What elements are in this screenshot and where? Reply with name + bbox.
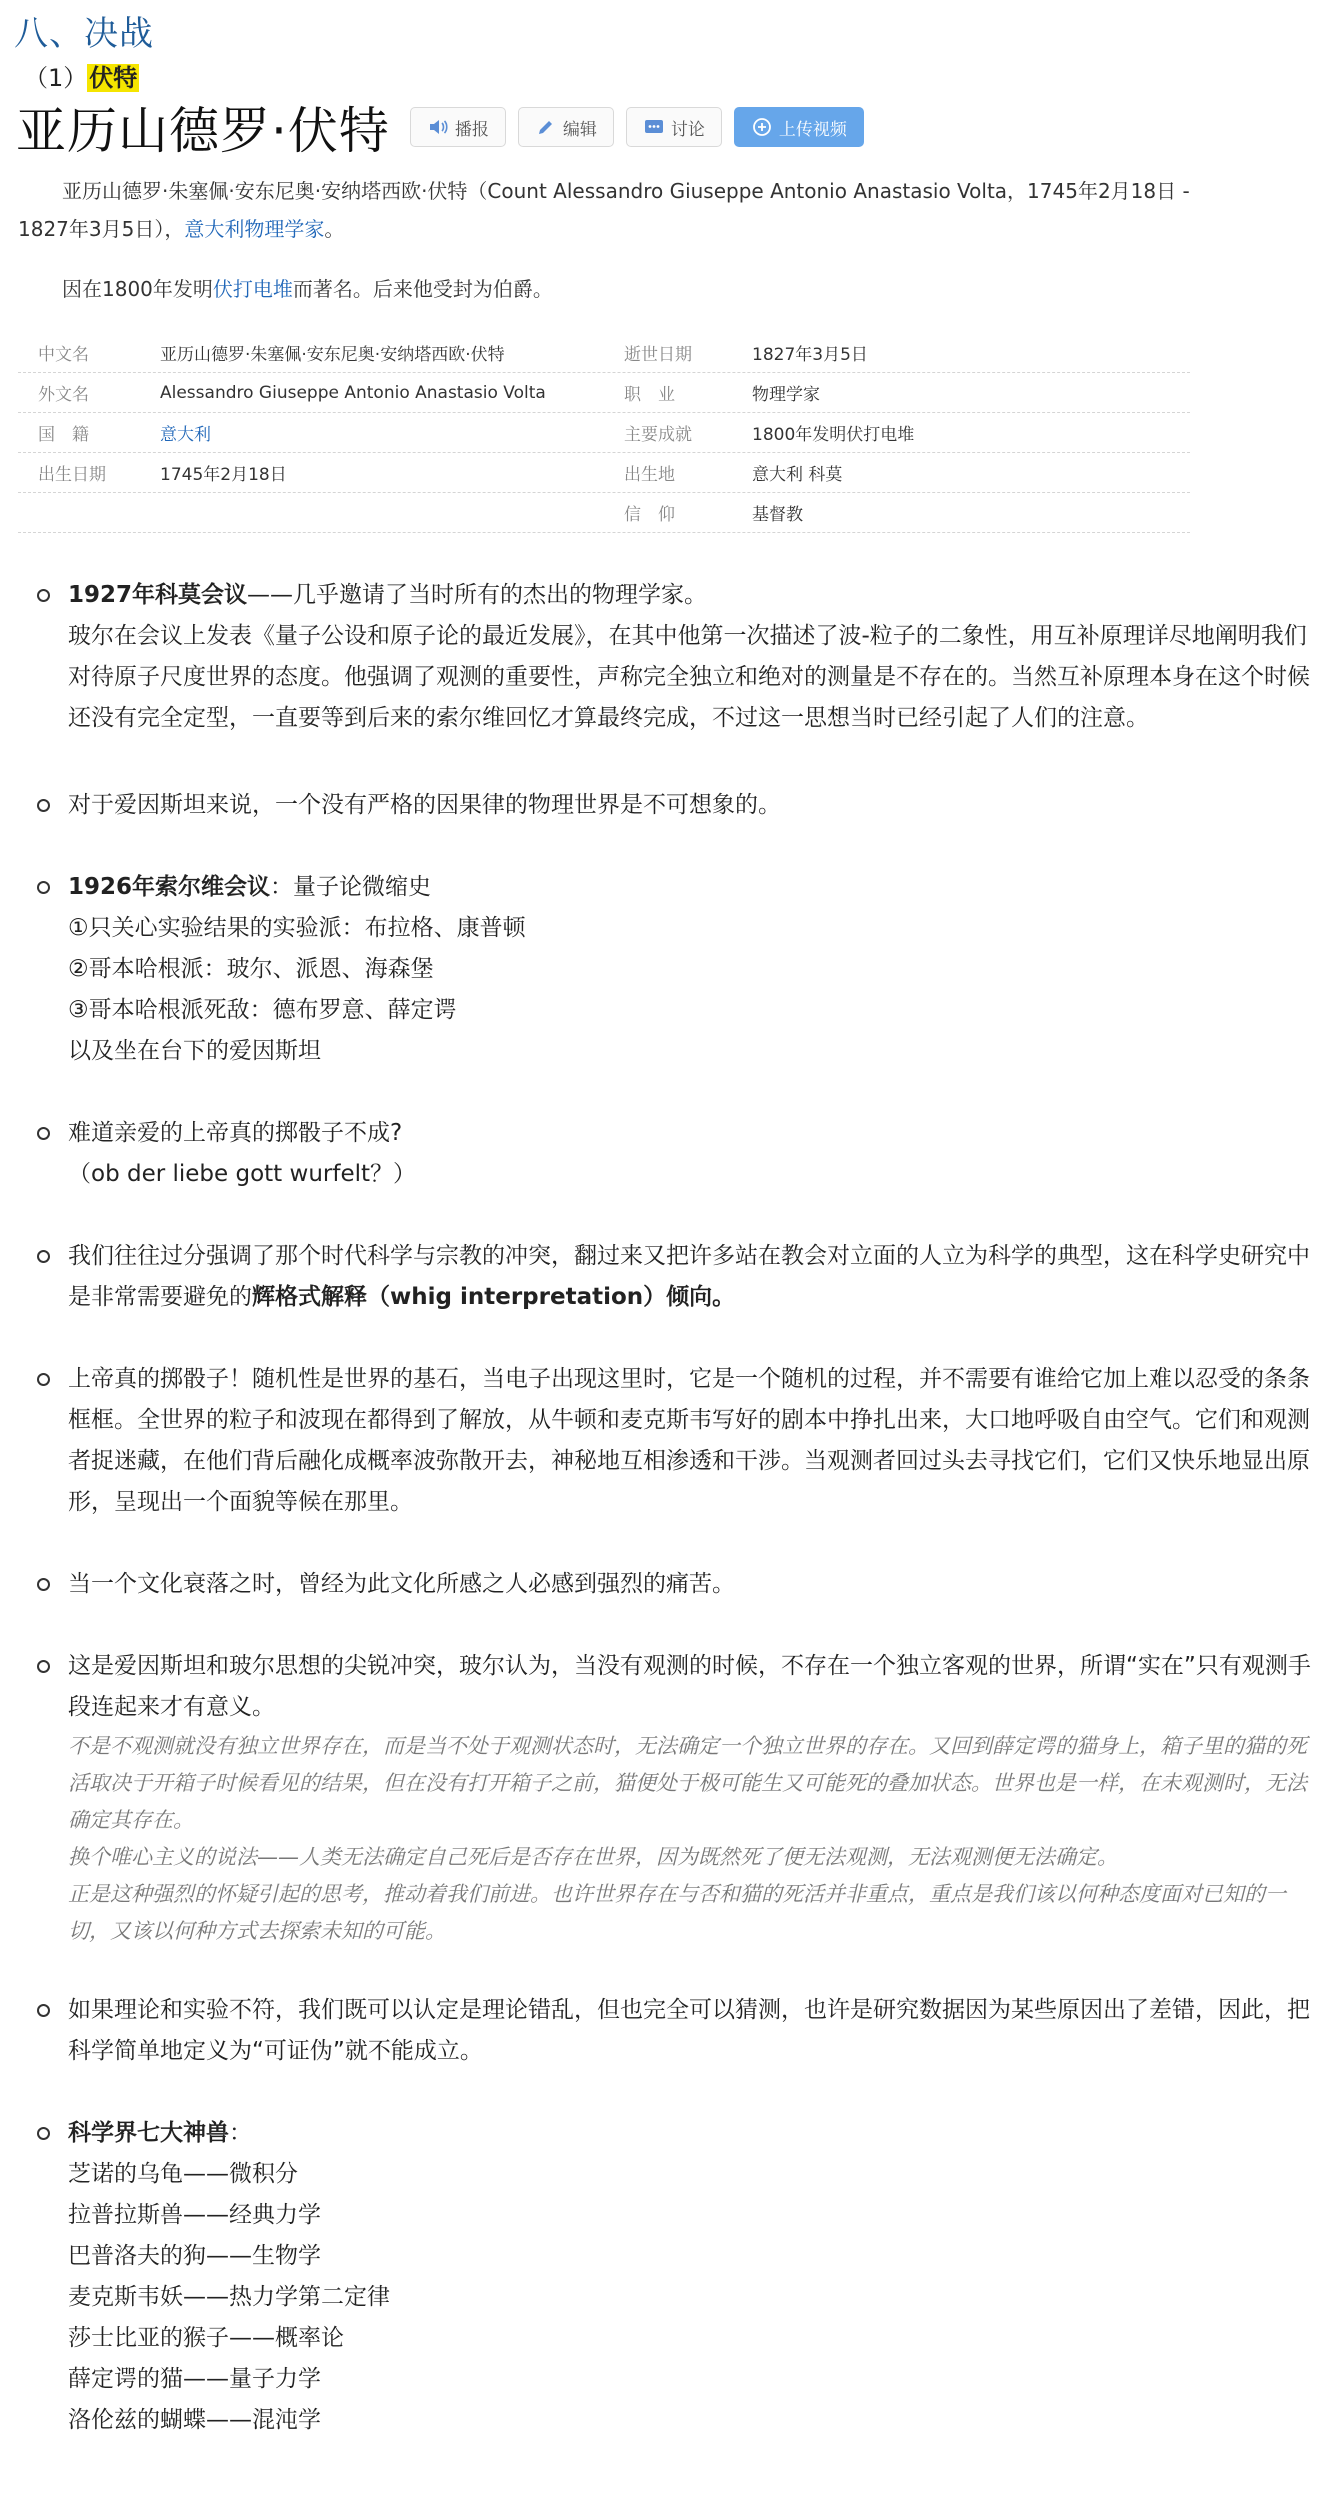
list-item: [68, 2113, 1318, 2441]
page-title: 亚历山德罗·伏特: [16, 102, 390, 160]
list-item: [68, 1113, 1318, 1195]
play-button-label: 播报: [454, 119, 489, 140]
note-italic: 正是这种强烈的怀疑引起的思考，推动着我们前进。也许世界存在与否和猫的死活并非重点，重点是我们该以何种态度面对已知的一切，又该以何种方式去探索未知的可能。: [68, 1882, 1286, 1943]
pencil-icon: [535, 116, 557, 138]
note-bold: 科学界七大神兽: [68, 2120, 229, 2146]
info-row: [18, 453, 1190, 493]
upload-video-button[interactable]: [734, 107, 864, 147]
note-text: ——几乎邀请了当时所有的杰出的物理学家。: [247, 582, 708, 608]
note-line: 薛定谔的猫——量子力学: [68, 2366, 321, 2392]
info-key: 中文名: [38, 345, 89, 365]
list-item: [68, 1564, 1318, 1605]
bullet-icon: [37, 1373, 50, 1386]
info-key: 逝世日期: [624, 345, 692, 365]
bullet-icon: [37, 1127, 50, 1140]
info-value: 1800年发明伏打电堆: [752, 425, 915, 445]
info-key: 主要成就: [624, 425, 692, 445]
speaker-icon: [427, 116, 449, 138]
note-text: （ob der liebe gott wurfelt？）: [68, 1161, 417, 1187]
list-item: [68, 1646, 1318, 1950]
note-bold: 辉格式解释（whig interpretation）倾向。: [252, 1284, 736, 1310]
intro-text-end: 。: [324, 217, 345, 241]
intro-text-post: 而著名。后来他受封为伯爵。: [292, 277, 553, 301]
note-line: 洛伦兹的蝴蝶——混沌学: [68, 2407, 321, 2433]
italian-physicist-link[interactable]: 意大利物理学家: [184, 217, 325, 241]
note-body: 玻尔在会议上发表《量子公设和原子论的最近发展》，在其中他第一次描述了波-粒子的二象性，用互补原理详尽地阐明我们对待原子尺度世界的态度。他强调了观测的重要性，声称完全独立和绝对的测量是不存在的。当然互补原理本身在这个时候还没有完全定型，一直要等到后来的索尔维回忆才算最终完成，不过这一思想当时已经引起了人们的注意。: [68, 623, 1310, 731]
info-value: 1745年2月18日: [160, 465, 287, 485]
info-key: 国 籍: [38, 425, 89, 445]
info-table: [18, 333, 1190, 533]
section-heading: 八、决战: [14, 14, 154, 54]
upload-video-button-label: 上传视频: [778, 119, 847, 140]
note-text: 上帝真的掷骰子！随机性是世界的基石，当电子出现这里时，它是一个随机的过程，并不需要有谁给它加上难以忍受的条条框框。全世界的粒子和波现在都得到了解放，从牛顿和麦克斯韦写好的剧本中挣扎出来，大口地呼吸自由空气。它们和观测者捉迷藏，在他们背后融化成概率波弥散开去，神秘地互相渗透和干涉。当观测者回过头去寻找它们，它们又快乐地显出原形，呈现出一个面貌等候在那里。: [68, 1366, 1310, 1515]
subsection-highlight: 伏特: [89, 64, 138, 92]
info-value: Alessandro Giuseppe Antonio Anastasio Volta: [160, 382, 546, 403]
info-key: 信 仰: [624, 505, 675, 525]
bullet-icon: [37, 2004, 50, 2017]
note-text: 当一个文化衰落之时，曾经为此文化所感之人必感到强烈的痛苦。: [68, 1571, 735, 1597]
info-value: 1827年3月5日: [752, 345, 868, 365]
note-text: 如果理论和实验不符，我们既可以认定是理论错乱，但也完全可以猜测，也许是研究数据因为某些原因出了差错，因此，把科学简单地定义为“可证伪”就不能成立。: [68, 1997, 1310, 2064]
info-value: 基督教: [752, 505, 803, 525]
list-item: [68, 575, 1318, 739]
voltaic-pile-link[interactable]: 伏打电堆: [212, 277, 293, 301]
info-row: [18, 413, 1190, 453]
intro-text: 亚历山德罗·朱塞佩·安东尼奥·安纳塔西欧·伏特（Count Alessandro Giuseppe Antonio Anastasio Volta，1745年2月18日 - 1827年3月5日），: [18, 179, 1190, 241]
info-key: 外文名: [38, 385, 89, 405]
plus-circle-icon: [751, 116, 773, 138]
info-value: [160, 420, 610, 445]
note-text: ：量子论微缩史: [270, 874, 432, 900]
italy-link[interactable]: 意大利: [160, 425, 211, 445]
info-row: [18, 373, 1190, 413]
intro-text-pre: 因在1800年发明: [62, 277, 213, 301]
bullet-icon: [37, 881, 50, 894]
note-italic: 不是不观测就没有独立世界存在，而是当不处于观测状态时，无法确定一个独立世界的存在。又回到薛定谔的猫身上，箱子里的猫的死活取决于开箱子时候看见的结果，但在没有打开箱子之前，猫便处于极可能生又可能死的叠加状态。世界也是一样，在未观测时，无法确定其存在。: [68, 1734, 1307, 1832]
subsection-prefix: （1）: [24, 64, 88, 92]
note-text: 这是爱因斯坦和玻尔思想的尖锐冲突，玻尔认为，当没有观测的时候，不存在一个独立客观的世界，所谓“实在”只有观测手段连起来才有意义。: [68, 1653, 1311, 1720]
subsection-heading: [24, 58, 139, 93]
note-line: 拉普拉斯兽——经典力学: [68, 2202, 321, 2228]
bullet-icon: [37, 1250, 50, 1263]
note-text: 对于爱因斯坦来说，一个没有严格的因果律的物理世界是不可想象的。: [68, 792, 781, 818]
note-line: ③哥本哈根派死敌：德布罗意、薛定谔: [68, 997, 457, 1023]
note-text: 我们往往过分强调了那个时代科学与宗教的冲突，翻过来又把许多站在教会对立面的人立为科学的典型，这在科学史研究中是非常需要避免的: [68, 1243, 1310, 1310]
intro-paragraph-2: [18, 270, 1198, 308]
bullet-icon: [37, 589, 50, 602]
discuss-button-label: 讨论: [670, 119, 705, 140]
bullet-icon: [37, 1660, 50, 1673]
chat-icon: [643, 116, 665, 138]
list-item: [68, 1359, 1318, 1523]
bullet-icon: [37, 2127, 50, 2140]
info-value: 意大利 科莫: [752, 465, 843, 485]
note-text: ：: [229, 2120, 252, 2146]
info-row: [18, 493, 1190, 533]
info-row: [18, 333, 1190, 373]
note-line: 莎士比亚的猴子——概率论: [68, 2325, 344, 2351]
list-item: [68, 1236, 1318, 1318]
list-item: [68, 785, 1318, 826]
note-bold: 1926年索尔维会议: [68, 874, 271, 900]
bullet-icon: [37, 799, 50, 812]
edit-button[interactable]: [518, 107, 614, 147]
note-line: 巴普洛夫的狗——生物学: [68, 2243, 321, 2269]
note-text: 难道亲爱的上帝真的掷骰子不成?: [68, 1120, 403, 1146]
info-key: 出生日期: [38, 465, 106, 485]
note-line: 麦克斯韦妖——热力学第二定律: [68, 2284, 390, 2310]
note-line: ①只关心实验结果的实验派：布拉格、康普顿: [68, 915, 526, 941]
intro-paragraph-1: [18, 172, 1198, 248]
discuss-button[interactable]: [626, 107, 722, 147]
info-key: 职 业: [624, 385, 675, 405]
note-line: 芝诺的乌龟——微积分: [68, 2161, 298, 2187]
note-bold: 1927年科莫会议: [68, 582, 248, 608]
play-button[interactable]: [410, 107, 506, 147]
list-item: [68, 867, 1318, 1072]
info-key: 出生地: [624, 465, 675, 485]
list-item: [68, 1990, 1318, 2072]
note-italic: 换个唯心主义的说法——人类无法确定自己死后是否存在世界，因为既然死了便无法观测，无法观测便无法确定。: [68, 1845, 1118, 1869]
bullet-icon: [37, 1578, 50, 1591]
note-line: ②哥本哈根派：玻尔、派恩、海森堡: [68, 956, 434, 982]
note-line: 以及坐在台下的爱因斯坦: [68, 1038, 321, 1064]
info-value: 亚历山德罗·朱塞佩·安东尼奥·安纳塔西欧·伏特: [160, 345, 505, 365]
info-value: 物理学家: [752, 385, 820, 405]
edit-button-label: 编辑: [562, 119, 597, 140]
title-row: [16, 92, 876, 162]
